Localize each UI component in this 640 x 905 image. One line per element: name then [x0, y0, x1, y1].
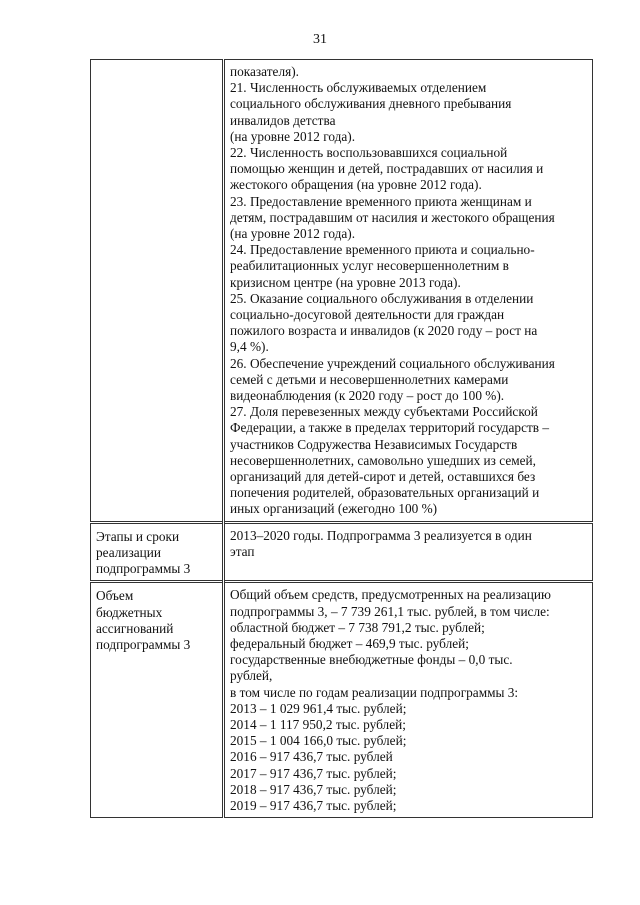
table-row — [91, 60, 593, 523]
content-line: 2013 – 1 029 961,4 тыс. рублей; — [230, 700, 407, 716]
page-number: 31 — [313, 32, 327, 47]
content-line: иных организаций (ежегодно 100 %) — [230, 501, 438, 517]
content-line: социального обслуживания дневного пребывания — [230, 96, 512, 112]
row-content-cell — [224, 522, 593, 582]
content-line: в том числе по годам реализации подпрограммы 3: — [230, 684, 519, 700]
content-line: детям, пострадавшим от насилия и жестокого обращения — [230, 209, 555, 225]
label-line: Объем — [96, 588, 134, 604]
content-line: организаций для детей-сирот и детей, оставшихся без — [230, 469, 536, 485]
subprogram-passport-table — [90, 59, 593, 818]
content-line: 2019 – 917 436,7 тыс. рублей; — [230, 797, 397, 813]
content-line: 2014 – 1 117 950,2 тыс. рублей; — [230, 716, 406, 732]
row-label-cell — [91, 522, 224, 582]
content-line: помощью женщин и детей, пострадавших от насилия и — [230, 161, 544, 177]
content-line: 24. Предоставление временного приюта и социально- — [230, 242, 535, 258]
content-line: рублей, — [230, 668, 273, 684]
content-line: 27. Доля перевезенных между субъектами Российской — [230, 404, 538, 420]
content-line: (на уровне 2012 года). — [230, 226, 356, 242]
content-line: 21. Численность обслуживаемых отделением — [230, 80, 487, 96]
content-line: семей с детьми и несовершеннолетних камерами — [230, 371, 509, 387]
label-line: бюджетных — [96, 604, 163, 620]
content-line: 2017 – 917 436,7 тыс. рублей; — [230, 765, 397, 781]
content-line: 25. Оказание социального обслуживания в отделении — [230, 290, 534, 306]
label-line: ассигнований — [96, 620, 174, 636]
table-row — [91, 522, 593, 582]
content-line: 22. Численность воспользовавшихся социальной — [230, 145, 508, 161]
content-line: Федерации, а также в пределах территорий государств – — [230, 420, 550, 436]
content-line: 9,4 %). — [230, 339, 269, 355]
content-line: несовершеннолетних, самовольно ушедших из семей, — [230, 452, 536, 468]
content-line: этап — [230, 543, 255, 559]
label-line: реализации — [96, 544, 161, 560]
content-line: реабилитационных услуг несовершеннолетним в — [230, 258, 509, 274]
content-line: участников Содружества Независимых Государств — [230, 436, 518, 452]
content-line: попечения родителей, образовательных организаций и — [230, 485, 540, 501]
content-line: (на уровне 2012 года). — [230, 128, 356, 144]
row-label-cell — [91, 582, 224, 818]
content-line: 2016 – 917 436,7 тыс. рублей — [230, 749, 393, 765]
content-line: 23. Предоставление временного приюта женщинам и — [230, 193, 532, 209]
content-line: Общий объем средств, предусмотренных на реализацию — [230, 587, 551, 603]
row-content-cell — [224, 582, 593, 818]
content-line: областной бюджет – 7 738 791,2 тыс. рублей; — [230, 619, 485, 635]
label-line: Этапы и сроки — [96, 528, 180, 544]
content-line: подпрограммы 3, – 7 739 261,1 тыс. рублей, в том числе: — [230, 603, 550, 619]
content-line: 2015 – 1 004 166,0 тыс. рублей; — [230, 733, 407, 749]
label-line: подпрограммы 3 — [96, 561, 191, 577]
label-line: подпрограммы 3 — [96, 636, 191, 652]
content-line: государственные внебюджетные фонды – 0,0 тыс. — [230, 652, 513, 668]
content-line: пожилого возраста и инвалидов (к 2020 году – рост на — [230, 323, 538, 339]
content-line: социально-досуговой деятельности для граждан — [230, 307, 505, 323]
content-line: 26. Обеспечение учреждений социального обслуживания — [230, 355, 555, 371]
content-line: показателя). — [230, 64, 299, 79]
table-row — [91, 582, 593, 818]
content-line: жестокого обращения (на уровне 2012 года). — [230, 177, 482, 193]
content-line: видеонаблюдения (к 2020 году – рост до 100 %). — [230, 388, 505, 404]
content-line: 2018 – 917 436,7 тыс. рублей; — [230, 781, 397, 797]
row-content-cell — [224, 60, 593, 523]
content-line: инвалидов детства — [230, 112, 336, 128]
content-line: федеральный бюджет – 469,9 тыс. рублей; — [230, 635, 469, 651]
content-line: 2013–2020 годы. Подпрограмма 3 реализуется в один — [230, 527, 532, 543]
row-label-cell — [91, 60, 224, 523]
content-line: кризисном центре (на уровне 2013 года). — [230, 274, 461, 290]
